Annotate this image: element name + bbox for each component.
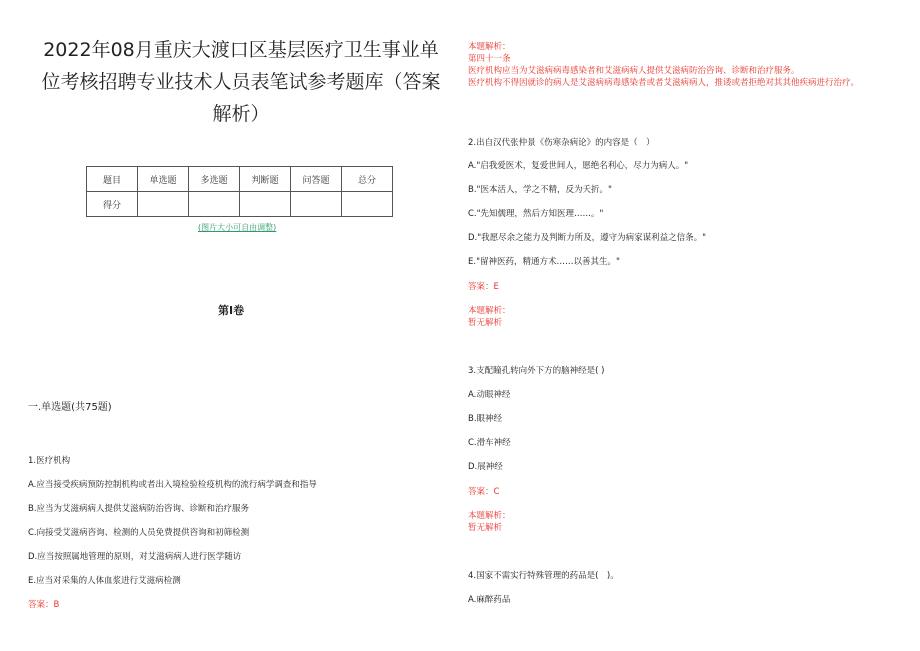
question-3-option-c: C.滑车神经 <box>468 438 511 448</box>
score-cell <box>189 192 240 217</box>
score-header-cell: 问答题 <box>291 167 342 192</box>
question-2-option-d: D."我愿尽余之能力及判断力所及，遵守为病家谋利益之信条。" <box>468 233 707 243</box>
analysis-1-line: 医疗机构应当为艾滋病病毒感染者和艾滋病病人提供艾滋病防治咨询、诊断和治疗服务。 <box>468 66 800 76</box>
section-heading: 一.单选题(共75题) <box>28 402 112 413</box>
score-header-cell: 多选题 <box>189 167 240 192</box>
score-header-cell: 总分 <box>342 167 393 192</box>
question-2-option-e: E."留神医药，精通方术……以善其生。" <box>468 257 620 267</box>
score-table-score-row <box>87 192 393 217</box>
question-2-answer: 答案：E <box>468 282 499 292</box>
question-2-analysis-label: 本题解析： <box>468 306 511 316</box>
question-1-option-e: E.应当对采集的人体血浆进行艾滋病检测 <box>28 576 181 586</box>
question-3-option-b: B.眼神经 <box>468 414 503 424</box>
question-2-option-c: C."先知儒理，然后方知医理……。" <box>468 209 604 219</box>
document-title <box>28 34 454 130</box>
question-1-stem: 1.医疗机构 <box>28 456 71 466</box>
question-3-analysis-label: 本题解析： <box>468 511 511 521</box>
analysis-1-line: 第四十一条 <box>468 54 511 64</box>
title-line-3: 解析） <box>212 103 270 125</box>
score-header-cell: 判断题 <box>240 167 291 192</box>
score-table-header-row <box>87 167 393 192</box>
question-1-option-b: B.应当为艾滋病病人提供艾滋病防治咨询、诊断和治疗服务 <box>28 504 250 514</box>
score-cell <box>342 192 393 217</box>
question-4-stem: 4.国家不需实行特殊管理的药品是( )。 <box>468 571 619 581</box>
score-header-cell: 题目 <box>87 167 138 192</box>
question-1-option-c: C.向接受艾滋病咨询、检测的人员免费提供咨询和初筛检测 <box>28 528 250 538</box>
question-3-answer: 答案：C <box>468 487 500 497</box>
score-cell <box>240 192 291 217</box>
question-4-option-a: A.麻醉药品 <box>468 595 511 605</box>
analysis-1-label: 本题解析： <box>468 42 511 52</box>
question-1-answer: 答案：B <box>28 600 60 610</box>
table-note: (图片大小可自由调整) <box>198 223 277 232</box>
question-3-option-a: A.动眼神经 <box>468 390 511 400</box>
question-1-option-a: A.应当接受疾病预防控制机构或者出入境检验检疫机构的流行病学调查和指导 <box>28 480 317 490</box>
title-line-1: 2022年08月重庆大渡口区基层医疗卫生事业单 <box>43 39 439 61</box>
question-3-option-d: D.展神经 <box>468 462 503 472</box>
question-2-option-b: B."医本活人，学之不精，反为夭折。" <box>468 185 612 195</box>
question-2-analysis-text: 暂无解析 <box>468 318 503 328</box>
question-2-option-a: A."启我爱医术，复爱世间人，愿绝名利心，尽力为病人。" <box>468 161 689 171</box>
question-1-option-d: D.应当按照属地管理的原则，对艾滋病病人进行医学随访 <box>28 552 242 562</box>
score-cell <box>138 192 189 217</box>
analysis-1-line: 医疗机构不得因就诊的病人是艾滋病病毒感染者或者艾滋病病人，推诿或者拒绝对其其他疾病进行治疗。 <box>468 78 860 88</box>
title-line-2: 位考核招聘专业技术人员表笔试参考题库（答案 <box>41 71 441 93</box>
question-2-stem: 2.出自汉代张仲景《伤寒杂病论》的内容是（ ） <box>468 138 655 148</box>
score-row-label: 得分 <box>87 192 138 217</box>
score-header-cell: 单选题 <box>138 167 189 192</box>
volume-title: 第Ⅰ卷 <box>218 304 245 317</box>
score-cell <box>291 192 342 217</box>
score-table <box>86 166 393 217</box>
question-3-analysis-text: 暂无解析 <box>468 523 503 533</box>
question-3-stem: 3.支配瞳孔转向外下方的脑神经是( ) <box>468 366 605 376</box>
